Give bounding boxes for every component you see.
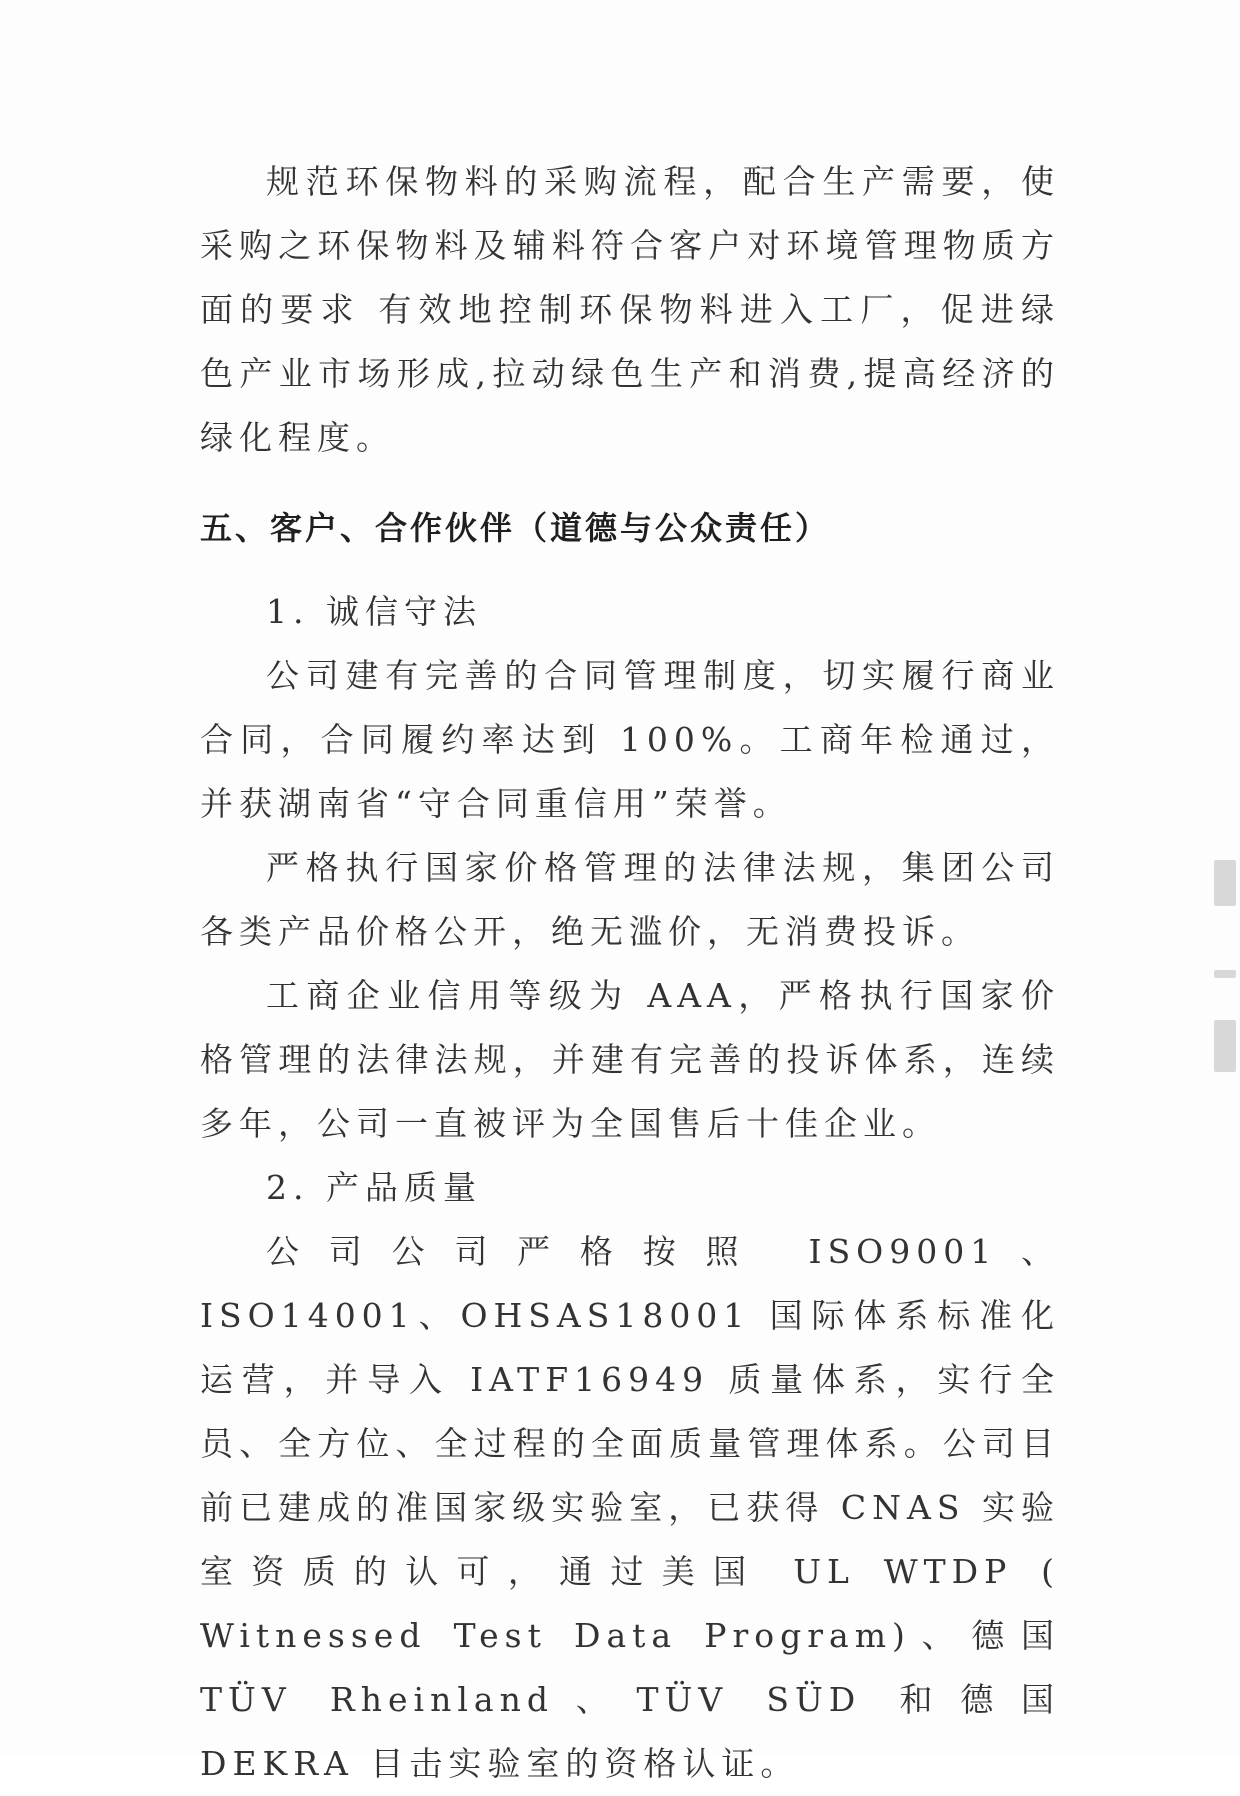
- scan-artifact-mark: [1214, 1020, 1236, 1072]
- scan-artifact-mark: [1214, 860, 1236, 906]
- paragraph-contracts: 公司建有完善的合同管理制度，切实履行商业合同，合同履约率达到 100%。工商年检通过，并获湖南省“守合同重信用”荣誉。: [200, 656, 1060, 823]
- document-body: [200, 150, 1060, 1796]
- paragraph-pricing: 严格执行国家价格管理的法律法规，集团公司各类产品价格公开，绝无滥价，无消费投诉。: [200, 848, 1060, 951]
- scan-edge-marks: [1210, 860, 1240, 1100]
- scan-artifact-mark: [1214, 970, 1236, 978]
- section-heading: 五、客户、合作伙伴（道德与公众责任）: [200, 509, 831, 547]
- intro-paragraph: 规范环保物料的采购流程，配合生产需要，使采购之环保物料及辅料符合客户对环境管理物质方面的要求 有效地控制环保物料进入工厂，促进绿色产业市场形成,拉动绿色生产和消费,提高经济的绿化程度。: [200, 162, 1060, 457]
- subsection-title-integrity: 1. 诚信守法: [266, 592, 482, 631]
- paragraph-credit: 工商企业信用等级为 AAA，严格执行国家价格管理的法律法规，并建有完善的投诉体系，连续多年，公司一直被评为全国售后十佳企业。: [200, 976, 1061, 1143]
- subsection-title-quality: 2. 产品质量: [266, 1168, 482, 1207]
- paragraph-quality: 公司公司严格按照 ISO9001、ISO14001、OHSAS18001 国际体系标准化运营，并导入 IATF16949 质量体系，实行全员、全方位、全过程的全面质量管理体系。公司目前已建成的准国家级实验室，已获得 CNAS 实验室资质的认可，通过美国 UL WTDP ( Witnessed Test Data Program)、德国 TÜV Rheinland、TÜV SÜD 和德国 DEKRA 目击实验室的资格认证。: [200, 1232, 1060, 1783]
